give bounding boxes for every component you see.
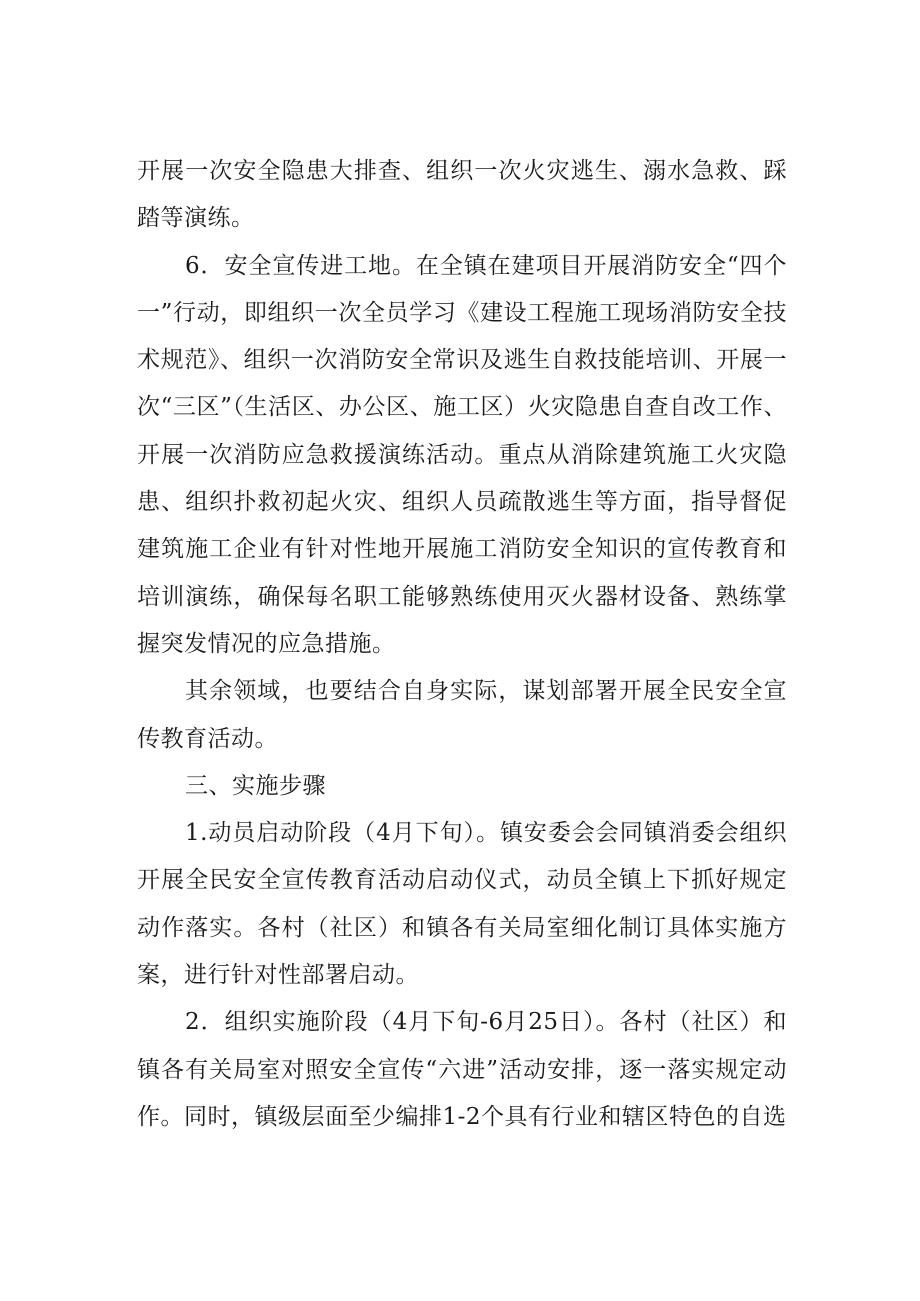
paragraph-step-2: 2．组织实施阶段（4月下旬-6月25日）。各村（社区）和镇各有关局室对照安全宣传“六进”活动安排，逐一落实规定动作。同时，镇级层面至少编排1-2个具有行业和辖区特色的自选 xyxy=(137,1009,787,1130)
paragraph-step-1: 1.动员启动阶段（4月下旬）。镇安委会会同镇消委会组织开展全民安全宣传教育活动启动仪式，动员全镇上下抓好规定动作落实。各村（社区）和镇各有关局室细化制订具体实施方案，进行针对性部署启动。 xyxy=(137,820,787,989)
section-heading-implementation-steps: 三、实施步骤 xyxy=(185,772,326,799)
paragraph-other-fields: 其余领域，也要结合自身实际，谋划部署开展全民安全宣传教育活动。 xyxy=(137,678,787,752)
paragraph-item-6: 6．安全宣传进工地。在全镇在建项目开展消防安全“四个一”行动，即组织一次全员学习《建设工程施工现场消防安全技术规范》、组织一次消防安全常识及逃生自救技能培训、开展一次“三区”（生活区、办公区、施工区）火灾隐患自查自改工作、开展一次消防应急救援演练活动。重点从消除建筑施工火灾隐患、组织扑救初起火灾、组织人员疏散逃生等方面，指导督促建筑施工企业有针对性地开展施工消防安全知识的宣传教育和培训演练，确保每名职工能够熟练使用灭火器材设备、熟练掌握突发情况的应急措施。 xyxy=(137,252,787,657)
document-body xyxy=(137,148,787,1141)
paragraph-continuation: 开展一次安全隐患大排查、组织一次火灾逃生、溺水急救、踩踏等演练。 xyxy=(137,158,787,232)
